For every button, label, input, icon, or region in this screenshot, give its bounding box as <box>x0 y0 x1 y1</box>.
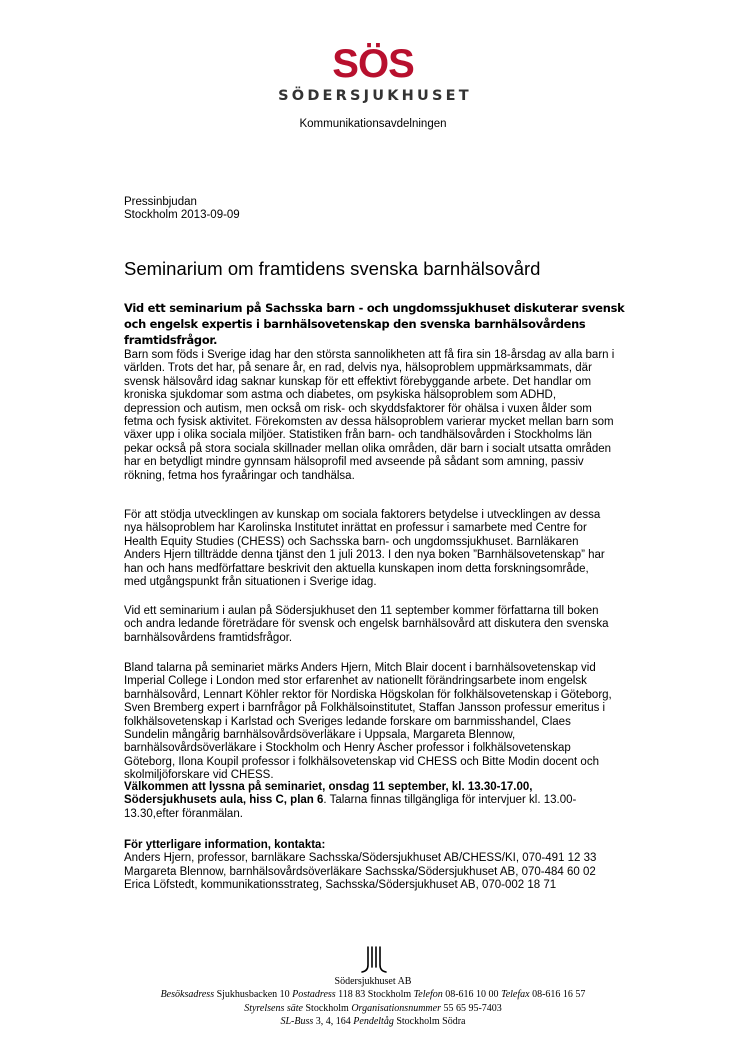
text-line: rökning, fetma hos fyraåringar och tandhälsa. <box>124 469 355 482</box>
press-meta <box>124 196 240 222</box>
body-paragraph-4 <box>124 662 644 783</box>
footer-value: 08-616 10 00 <box>445 989 499 1001</box>
text-line: folkhälsovetenskap i Karlstad och Sveriges ledande forskare om barnmisshandel, Claes <box>124 715 571 728</box>
footer-value: Sjukhusbacken 10 <box>216 989 290 1001</box>
footer-value: Stockholm Södra <box>396 1015 466 1027</box>
sos-logo <box>0 44 746 88</box>
logo-wordmark: SÖDERSJUKHUSET <box>278 88 472 104</box>
footer-label: Organisationsnummer <box>351 1002 441 1014</box>
body-paragraph-2 <box>124 509 644 589</box>
footer-value: 55 65 95-7403 <box>443 1002 502 1014</box>
text-line: fetma och fysisk aktivitet. Förekomsten av dessa hälsoproblem varierar mycket mellan barn som <box>124 416 614 429</box>
welcome-line-2 <box>124 794 644 807</box>
logo-letter-s2: S <box>388 42 414 86</box>
text-line: barnhälsovårdens framtidsfrågor. <box>124 631 293 644</box>
welcome-bold-line: Välkommen att lyssna på seminariet, onsdag 11 september, kl. 13.30-17.00, <box>124 781 533 793</box>
footer-value: 3, 4, 164 <box>315 1015 351 1027</box>
text-line: och andra ledande företrädare för svensk och engelsk barnhälsovård att diskutera den svenska <box>124 618 609 631</box>
footer-registration-line <box>0 1002 746 1015</box>
footer-value: Stockholm <box>305 1002 349 1014</box>
contact-heading: För ytterligare information, kontakta: <box>124 839 326 851</box>
footer-label: Telefon <box>413 989 443 1001</box>
text-line: Göteborg, Ilona Koupil professor i folkhälsovetenskap vid CHESS och Bitte Modin docent och <box>124 755 599 768</box>
welcome-paragraph <box>124 781 644 821</box>
footer-label: SL-Buss <box>280 1015 314 1027</box>
footer-value: 118 83 Stockholm <box>338 989 412 1001</box>
footer <box>0 975 746 1028</box>
welcome-line-3: 13.30,efter föranmälan. <box>124 807 243 820</box>
text-line: Sundelin mångårig barnhälsovårdsöverläkare i Uppsala, Margareta Blennow, <box>124 729 516 742</box>
footer-label: Styrelsens säte <box>244 1002 303 1014</box>
text-line: med utgångspunkt från situationen i Sverige idag. <box>124 576 377 589</box>
footer-label: Besöksadress <box>160 989 215 1001</box>
text-line: Vid ett seminarium i aulan på Södersjukhuset den 11 september kommer författarna till boken <box>124 605 599 617</box>
text-line: För att stödja utvecklingen av kunskap om sociala faktorers betydelse i utvecklingen av dessa <box>124 509 601 521</box>
text-line: pekar också på stora sociala skillnader mellan olika områden, där barn i socialt utsatta områden <box>124 442 612 455</box>
footer-label: Postadress <box>292 989 336 1001</box>
text-line: Barn som föds i Sverige idag har den största sannolikheten att få fira sin 18-årsdag av alla barn i <box>124 349 615 361</box>
doc-type: Pressinbjudan <box>124 196 197 208</box>
text-line: nya hälsoproblem har Karolinska Institutet inrättat en professur i samarbete med Centre for <box>124 522 587 535</box>
footer-value: 08-616 16 57 <box>532 989 586 1001</box>
text-line: Health Equity Studies (CHESS) och Sachsska barn- och ungdomssjukhuset. Barnläkaren <box>124 535 579 548</box>
contact-person: Anders Hjern, professor, barnläkare Sachsska/Södersjukhuset AB/CHESS/KI, 070-491 12 33 <box>124 852 597 865</box>
text-line: Anders Hjern tillträdde denna tjänst den 1 juli 2013. I den nya boken ”Barnhälsovetenskap” har <box>124 549 605 562</box>
interview-text: . Talarna finnas tillgängliga för intervjuer kl. 13.00- <box>323 794 577 807</box>
place-date: Stockholm 2013-09-09 <box>124 209 240 221</box>
contact-block <box>124 839 596 893</box>
contact-person: Margareta Blennow, barnhälsovårdsöverläkare Sachsska/Södersjukhuset AB, 070-484 60 02 <box>124 865 596 878</box>
department: Kommunikationsavdelningen <box>299 118 447 130</box>
footer-label: Pendeltåg <box>353 1015 394 1027</box>
text-line: Bland talarna på seminariet märks Anders Hjern, Mitch Blair docent i barnhälsovetenskap vid <box>124 662 596 674</box>
logo-letter-o: Ö <box>357 42 389 86</box>
lead-paragraph: Vid ett seminarium på Sachsska barn - och ungdomssjukhuset diskuterar svensk och engelsk expertis i barnhälsovetenskap den svenska barnhälsovårdens framtidsfrågor. <box>124 301 625 347</box>
text-line: depression och autism, men också om risk- och skyddsfaktorer för ohälsa i vuxen ålder som <box>124 402 592 415</box>
text-line: skolmiljöforskare vid CHESS. <box>124 769 274 782</box>
text-line: han och hans medförfattare beskrivit den aktuella kunskapen inom detta forskningsområde, <box>124 562 589 575</box>
text-line: barnhälsovård, Lennart Köhler rektor för Nordiska Högskolan för folkhälsovetenskap i Göteborg, <box>124 688 612 701</box>
body-paragraph-1 <box>124 349 644 483</box>
text-line: har en betydligt mindre gynnsam hälsoprofil med avseende på sådant som amning, passiv <box>124 456 584 469</box>
text-line: världen. Trots det har, på senare år, en rad, delvis nya, hälsoproblem uppmärksammats, där <box>124 362 592 375</box>
logo-letter-s1: S <box>332 42 358 86</box>
text-line: barnhälsovårdsöverläkare i Stockholm och Henry Ascher professor i folkhälsovetenskap <box>124 742 571 755</box>
text-line: växer upp i olika sociala miljöer. Statistiken från barn- och tandhälsovården i Stockholms län <box>124 429 592 442</box>
body-paragraph-3 <box>124 605 644 645</box>
text-line: svensk hälsovård idag saknar kunskap för ett effektivt förebyggande arbete. Det handlar om <box>124 375 592 388</box>
footer-address-line <box>0 988 746 1001</box>
sodersjukhuset-mark-icon <box>360 946 388 974</box>
text-line: Sven Bremberg expert i barnfrågor på Folkhälsoinstitutet, Staffan Jansson professur emeritus i <box>124 702 606 715</box>
footer-transport-line <box>0 1015 746 1028</box>
text-line: kroniska sjukdomar som astma och diabetes, om psykiska hälsoproblem som ADHD, <box>124 389 557 402</box>
footer-label: Telefax <box>501 989 530 1001</box>
footer-org: Södersjukhuset AB <box>334 976 412 987</box>
venue-text: Södersjukhusets aula, hiss C, plan 6 <box>124 794 324 807</box>
contact-person: Erica Löfstedt, kommunikationsstrateg, Sachsska/Södersjukhuset AB, 070-002 18 71 <box>124 879 557 892</box>
text-line: Imperial College i London med stor erfarenhet av nationellt förändringsarbete inom engelsk <box>124 675 587 688</box>
page-title: Seminarium om framtidens svenska barnhälsovård <box>124 258 541 279</box>
